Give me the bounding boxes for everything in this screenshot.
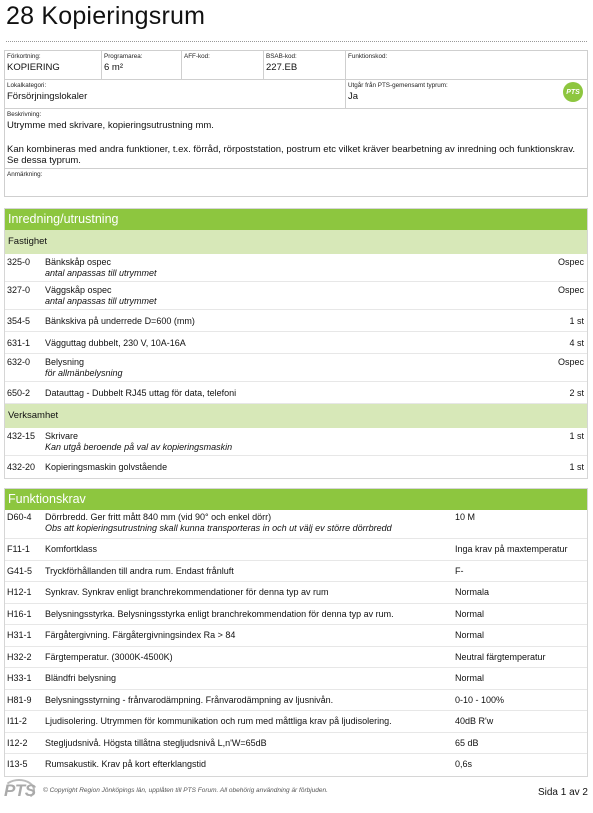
funktionskrav-section [4,488,588,777]
room-info-table [4,50,588,197]
inredning-section [4,208,588,479]
funktionskod-cell [346,51,587,79]
item-qty: 1 st [569,316,584,326]
krav-name: Stegljudsnivå. Högsta tillåtna stegljudsnivå L,n'W=65dB [45,737,267,748]
krav-code: H32-2 [7,651,32,662]
krav-value: Normal [455,630,485,640]
krav-code: I11-2 [7,716,27,726]
funktionskrav-header: Funktionskrav [5,489,587,510]
krav-name: Färgåtergivning. Färgåtergivningsindex Ra > 84 [45,630,236,640]
krav-name: Belysningsstyrning - frånvarodämpning. Frånvarodämpning av ljusnivån. [45,694,334,705]
item-note: antal anpassas till utrymmet [45,267,157,278]
verksamhet-subheader: Verksamhet [5,404,587,428]
krav-value: 0,6s [455,759,473,769]
item-code: 650-2 [7,388,31,398]
krav-name: Synkrav. Synkrav enligt branchrekommendationer för denna typ av rum [45,587,329,597]
krav-value: Normal [455,673,485,683]
item-code: 631-1 [7,338,31,348]
forkortning-cell [5,51,102,79]
forkortning-value: KOPIERING [7,62,60,73]
table-row [5,354,587,382]
forkortning-label: Förkortning: [7,53,41,60]
table-row [5,668,587,690]
info-row-remark [5,169,587,196]
item-name: Kopieringsmaskin golvstående [45,462,168,472]
utgar-value: Ja [348,91,359,102]
table-row [5,539,587,561]
table-row [5,510,587,539]
table-row [5,690,587,712]
table-row [5,733,587,755]
item-name [45,285,517,306]
item-qty: Ospec [557,257,584,267]
krav-value: 0-10 - 100% [455,694,505,705]
item-name: Bänkskiva på underrede D=600 (mm) [45,316,195,326]
anmarkning-label: Anmärkning: [7,171,43,178]
info-row-description [5,109,587,169]
table-row [5,647,587,669]
table-row [5,625,587,647]
inredning-header: Inredning/utrustning [5,209,587,230]
table-row [5,561,587,583]
item-code: 325-0 [7,257,31,267]
pts-footer-logo: PTS [4,781,36,800]
krav-code: H16-1 [7,608,32,619]
item-qty: 2 st [569,388,584,398]
table-row [5,428,587,456]
utgar-cell [346,80,587,108]
item-note: för allmänbelysning [45,367,123,378]
item-name: Vägguttag dubbelt, 230 V, 10A-16A [45,338,186,348]
item-code: 327-0 [7,285,31,295]
krav-code: G41-5 [7,565,33,576]
krav-name: Komfortklass [45,544,98,554]
table-row [5,456,587,478]
utgar-label: Utgår från PTS-gemensamt typrum: [348,82,448,89]
item-name-text: Väggskåp ospec [45,285,112,295]
item-name-text: Skrivare [45,431,79,441]
aff-label: AFF-kod: [184,53,210,60]
krav-value: Neutral färgtemperatur [455,651,546,662]
krav-name: Tryckförhållanden till andra rum. Endast frånluft [45,565,234,576]
table-row [5,382,587,404]
item-name-text: Bänkskåp ospec [45,257,112,267]
krav-value: 10 M [455,512,476,522]
item-name [45,357,517,378]
krav-code: F11-1 [7,544,30,554]
item-name [45,257,517,278]
info-row-category [5,80,587,109]
item-code: 432-20 [7,462,36,472]
pts-logo-icon: PTS [563,82,583,102]
fastighet-subheader: Fastighet [5,230,587,254]
lokalkategori-label: Lokalkategori: [7,82,47,89]
anmarkning-cell [5,169,587,196]
krav-value: 40dB R'w [455,716,494,726]
table-row [5,310,587,332]
lokalkategori-cell [5,80,346,108]
aff-cell [182,51,264,79]
krav-code: H33-1 [7,673,32,683]
krav-note: Obs att kopieringsutrustning skall kunna transporteras in och ut välj ev större dörrbredd [45,522,392,533]
funktionskod-label: Funktionskod: [348,53,388,60]
krav-value: Inga krav på maxtemperatur [455,544,568,554]
beskrivning-text-1: Utrymme med skrivare, kopieringsutrustning mm. [7,120,214,131]
programarea-cell [102,51,182,79]
krav-name [45,512,453,533]
krav-value: F- [455,565,464,576]
table-row [5,754,587,776]
item-note: Kan utgå beroende på val av kopieringsmaskin [45,441,233,452]
krav-code: H31-1 [7,630,32,640]
programarea-value: 6 m² [104,62,123,73]
beskrivning-cell [5,109,587,168]
table-row [5,332,587,354]
bsab-cell [264,51,346,79]
krav-code: I12-2 [7,737,28,748]
krav-name: Belysningsstyrka. Belysningsstyrka enligt branchrekommendation för denna typ av rum. [45,608,394,619]
item-code: 632-0 [7,357,31,367]
krav-code: I13-5 [7,759,28,769]
table-row [5,604,587,626]
krav-value: Normala [455,587,490,597]
table-row [5,582,587,604]
table-row [5,254,587,282]
title-divider [6,41,587,42]
item-qty: Ospec [557,285,584,295]
item-code: 432-15 [7,431,36,441]
item-name: Datauttag - Dubbelt RJ45 uttag för data, telefoni [45,388,237,398]
beskrivning-text-2: Kan kombineras med andra funktioner, t.ex. förråd, rörpoststation, postrum etc vilket kräver bearbetning av inredning och funktionskrav. Se dessa typrum. [7,143,576,166]
beskrivning-label: Beskrivning: [7,111,42,118]
bsab-label: BSAB-kod: [266,53,297,60]
krav-code: H12-1 [7,587,32,597]
programarea-label: Programarea: [104,53,143,60]
krav-name: Färgtemperatur. (3000K-4500K) [45,651,173,662]
lokalkategori-value: Försörjningslokaler [7,91,88,102]
page-number: Sida 1 av 2 [537,787,588,798]
item-qty: Ospec [557,357,584,367]
item-name-text: Belysning [45,357,85,367]
krav-name: Rumsakustik. Krav på kort efterklangstid [45,759,207,769]
krav-value: 65 dB [455,737,479,748]
item-qty: 1 st [569,431,584,441]
copyright-text: © Copyright Region Jönköpings län, upplåten till PTS Forum. All obehörig användning är förbjuden. [43,787,328,794]
table-row [5,711,587,733]
krav-name-text: Dörrbredd. Ger fritt mått 840 mm (vid 90° och enkel dörr) [45,512,272,522]
item-code: 354-5 [7,316,31,326]
item-qty: 1 st [569,462,584,472]
page-title: 28 Kopieringsrum [6,2,206,30]
krav-value: Normal [455,608,485,619]
krav-name: Bländfri belysning [45,673,117,683]
table-row [5,282,587,310]
krav-name: Ljudisolering. Utrymmen för kommunikation och rum med måttliga krav på ljudisolering. [45,716,392,726]
item-qty: 4 st [569,338,584,348]
item-name [45,431,517,452]
info-row-codes [5,51,587,80]
page-footer [0,778,593,808]
bsab-value: 227.EB [266,62,298,73]
krav-code: H81-9 [7,694,32,705]
krav-code: D60-4 [7,512,32,522]
item-note: antal anpassas till utrymmet [45,295,157,306]
